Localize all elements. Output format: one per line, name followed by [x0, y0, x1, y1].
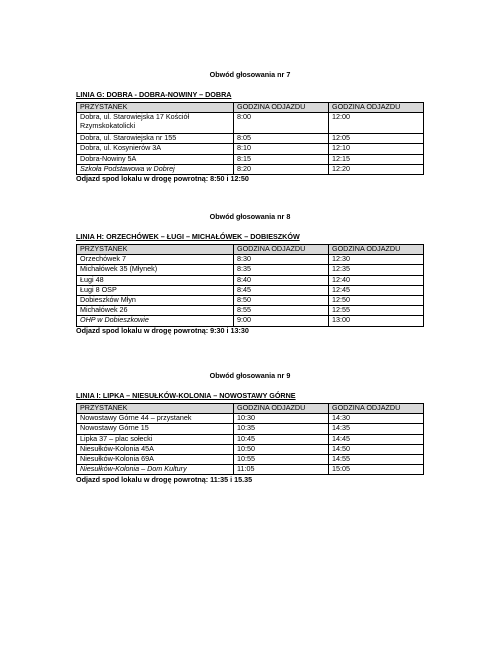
schedule-table [76, 244, 424, 327]
time-cell: 14:35 [329, 424, 424, 434]
schedule-table [76, 102, 424, 175]
time-cell: 12:20 [329, 164, 424, 174]
time-cell: 12:40 [329, 275, 424, 285]
header-stop: PRZYSTANEK [77, 103, 234, 113]
header-stop: PRZYSTANEK [77, 245, 234, 255]
table-header-row [77, 404, 424, 414]
time-cell: 12:15 [329, 154, 424, 164]
table-row [77, 113, 424, 134]
table-row [77, 164, 424, 174]
time-cell: 14:30 [329, 414, 424, 424]
time-cell: 12:50 [329, 295, 424, 305]
time-cell: 8:55 [234, 306, 329, 316]
time-cell: 12:35 [329, 265, 424, 275]
time-cell: 12:00 [329, 113, 424, 134]
line-heading: LINIA I: LIPKA – NIESUŁKÓW-KOLONIA – NOWOSTAWY GÓRNE [76, 391, 296, 400]
stop-cell: Dobra, ul. Starowiejska nr 155 [77, 134, 234, 144]
time-cell: 8:35 [234, 265, 329, 275]
section-obwod-8 [76, 213, 424, 337]
time-cell: 8:00 [234, 113, 329, 134]
time-cell: 14:55 [329, 454, 424, 464]
stop-cell: Ługi 8 OSP [77, 285, 234, 295]
stop-cell: Dobra-Nowiny 5A [77, 154, 234, 164]
time-cell: 8:50 [234, 295, 329, 305]
stop-cell: Niesułków-Kolonia – Dom Kultury [77, 465, 234, 475]
table-row [77, 316, 424, 326]
line-heading: LINIA H: ORZECHÓWEK – ŁUGI – MICHAŁÓWEK – DOBIESZKÓW [76, 232, 300, 241]
table-row [77, 275, 424, 285]
section-obwod-9 [76, 372, 424, 486]
table-row [77, 306, 424, 316]
header-stop: PRZYSTANEK [77, 404, 234, 414]
table-row [77, 295, 424, 305]
table-row [77, 465, 424, 475]
table-row [77, 424, 424, 434]
stop-cell: Niesułków-Kolonia 69A [77, 454, 234, 464]
line-heading: LINIA G: DOBRA - DOBRA-NOWINY – DOBRA [76, 90, 232, 99]
table-row [77, 265, 424, 275]
stop-cell: Michałówek 26 [77, 306, 234, 316]
table-row [77, 134, 424, 144]
header-departure-1: GODZINA ODJAZDU [234, 103, 329, 113]
table-row [77, 414, 424, 424]
time-cell: 10:55 [234, 454, 329, 464]
time-cell: 8:30 [234, 255, 329, 265]
table-row [77, 434, 424, 444]
time-cell: 14:50 [329, 444, 424, 454]
stop-cell: Ługi 48 [77, 275, 234, 285]
header-departure-1: GODZINA ODJAZDU [234, 245, 329, 255]
table-row [77, 444, 424, 454]
stop-cell: Szkoła Podstawowa w Dobrej [77, 164, 234, 174]
table-header-row [77, 103, 424, 113]
time-cell: 8:15 [234, 154, 329, 164]
table-row [77, 144, 424, 154]
time-cell: 10:45 [234, 434, 329, 444]
time-cell: 8:10 [234, 144, 329, 154]
return-departure-text: Odjazd spod lokalu w drogę powrotną: 11:35 i 15.35 [76, 474, 253, 484]
time-cell: 10:50 [234, 444, 329, 454]
time-cell: 12:05 [329, 134, 424, 144]
table-row [77, 154, 424, 164]
time-cell: 15:05 [329, 465, 424, 475]
schedule-table [76, 403, 424, 475]
stop-cell: Orzechówek 7 [77, 255, 234, 265]
return-departure-text: Odjazd spod lokalu w drogę powrotną: 9:30 i 13:30 [76, 326, 249, 335]
stop-cell: Dobieszków Młyn [77, 295, 234, 305]
header-departure-1: GODZINA ODJAZDU [234, 404, 329, 414]
section-title: Obwód głosowania nr 9 [209, 371, 291, 380]
time-cell: 11:05 [234, 465, 329, 475]
time-cell: 14:45 [329, 434, 424, 444]
time-cell: 12:10 [329, 144, 424, 154]
time-cell: 10:30 [234, 414, 329, 424]
time-cell: 8:20 [234, 164, 329, 174]
section-title: Obwód głosowania nr 8 [209, 212, 291, 221]
table-row [77, 255, 424, 265]
stop-cell: OHP w Dobieszkowie [77, 316, 234, 326]
stop-cell: Nowostawy Górne 15 [77, 424, 234, 434]
stop-cell: Lipka 37 – plac sołecki [77, 434, 234, 444]
time-cell: 9:00 [234, 316, 329, 326]
time-cell: 8:40 [234, 275, 329, 285]
header-departure-2: GODZINA ODJAZDU [329, 404, 424, 414]
stop-cell: Michałówek 35 (Młynek) [77, 265, 234, 275]
time-cell: 8:05 [234, 134, 329, 144]
time-cell: 12:30 [329, 255, 424, 265]
header-departure-2: GODZINA ODJAZDU [329, 245, 424, 255]
table-row [77, 285, 424, 295]
time-cell: 8:45 [234, 285, 329, 295]
section-title: Obwód głosowania nr 7 [209, 70, 291, 79]
table-row [77, 454, 424, 464]
time-cell: 12:45 [329, 285, 424, 295]
table-header-row [77, 245, 424, 255]
header-departure-2: GODZINA ODJAZDU [329, 103, 424, 113]
stop-cell: Dobra, ul. Kosynierów 3A [77, 144, 234, 154]
time-cell: 12:55 [329, 306, 424, 316]
return-departure-text: Odjazd spod lokalu w drogę powrotną: 8:50 i 12:50 [76, 174, 249, 184]
stop-cell: Dobra, ul. Starowiejska 17 Kościół Rzymskokatolicki [77, 113, 234, 134]
time-cell: 13:00 [329, 316, 424, 326]
stop-cell: Nowostawy Górne 44 – przystanek [77, 414, 234, 424]
time-cell: 10:35 [234, 424, 329, 434]
stop-cell: Niesułków-Kolonia 45A [77, 444, 234, 454]
section-obwod-7 [76, 71, 424, 185]
